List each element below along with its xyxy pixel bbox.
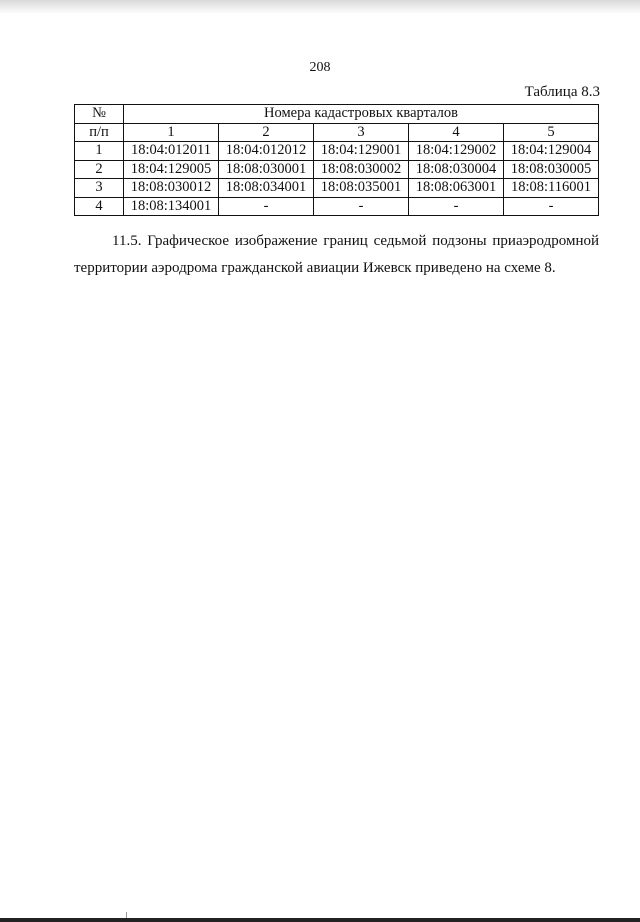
table-cell: - [504,197,599,216]
table-cell: 18:08:030001 [219,160,314,179]
column-header-1: 1 [124,123,219,142]
row-number-header [75,105,124,124]
cadastral-group-header: Номера кадастровых кварталов [124,105,599,124]
column-header-5: 5 [504,123,599,142]
page-number: 208 [309,60,331,75]
table-cell: 18:08:034001 [219,179,314,198]
table-row [75,197,599,216]
body-paragraph [74,228,599,282]
table-cell: 18:04:129005 [124,160,219,179]
table-cell: 18:04:129001 [314,142,409,161]
table-cell: - [409,197,504,216]
table-cell: 18:08:030005 [504,160,599,179]
table-cell: 18:08:030012 [124,179,219,198]
table-header-row [75,105,599,124]
table-cell: 18:08:030002 [314,160,409,179]
scan-top-edge [0,0,640,14]
table-cell: 18:04:012011 [124,142,219,161]
column-header-4: 4 [409,123,504,142]
table-cell: 18:08:063001 [409,179,504,198]
column-header-2: 2 [219,123,314,142]
table-cell: 18:04:129004 [504,142,599,161]
table-row [75,179,599,198]
row-number: 1 [75,142,124,161]
table-cell: 18:04:012012 [219,142,314,161]
row-number-header-abbr: п/п [75,123,124,142]
table-subheader-row [75,123,599,142]
table-row [75,160,599,179]
table-cell: 18:08:134001 [124,197,219,216]
row-number-header-symbol: № [92,105,106,121]
table-row [75,142,599,161]
table-cell: 18:08:030004 [409,160,504,179]
table-cell: - [219,197,314,216]
row-number: 4 [75,197,124,216]
table-cell: 18:08:116001 [504,179,599,198]
table-cell: 18:04:129002 [409,142,504,161]
table-cell: 18:08:035001 [314,179,409,198]
row-number: 2 [75,160,124,179]
cadastral-quarters-table [74,104,599,216]
scan-bottom-edge [0,918,640,922]
column-header-3: 3 [314,123,409,142]
table-caption: Таблица 8.3 [524,84,600,100]
table-cell: - [314,197,409,216]
paragraph-text: 11.5. Графическое изображение границ седьмой подзоны приаэродромной территории аэродрома гражданской авиации Ижевск приведено на схеме 8. [74,233,599,276]
row-number: 3 [75,179,124,198]
